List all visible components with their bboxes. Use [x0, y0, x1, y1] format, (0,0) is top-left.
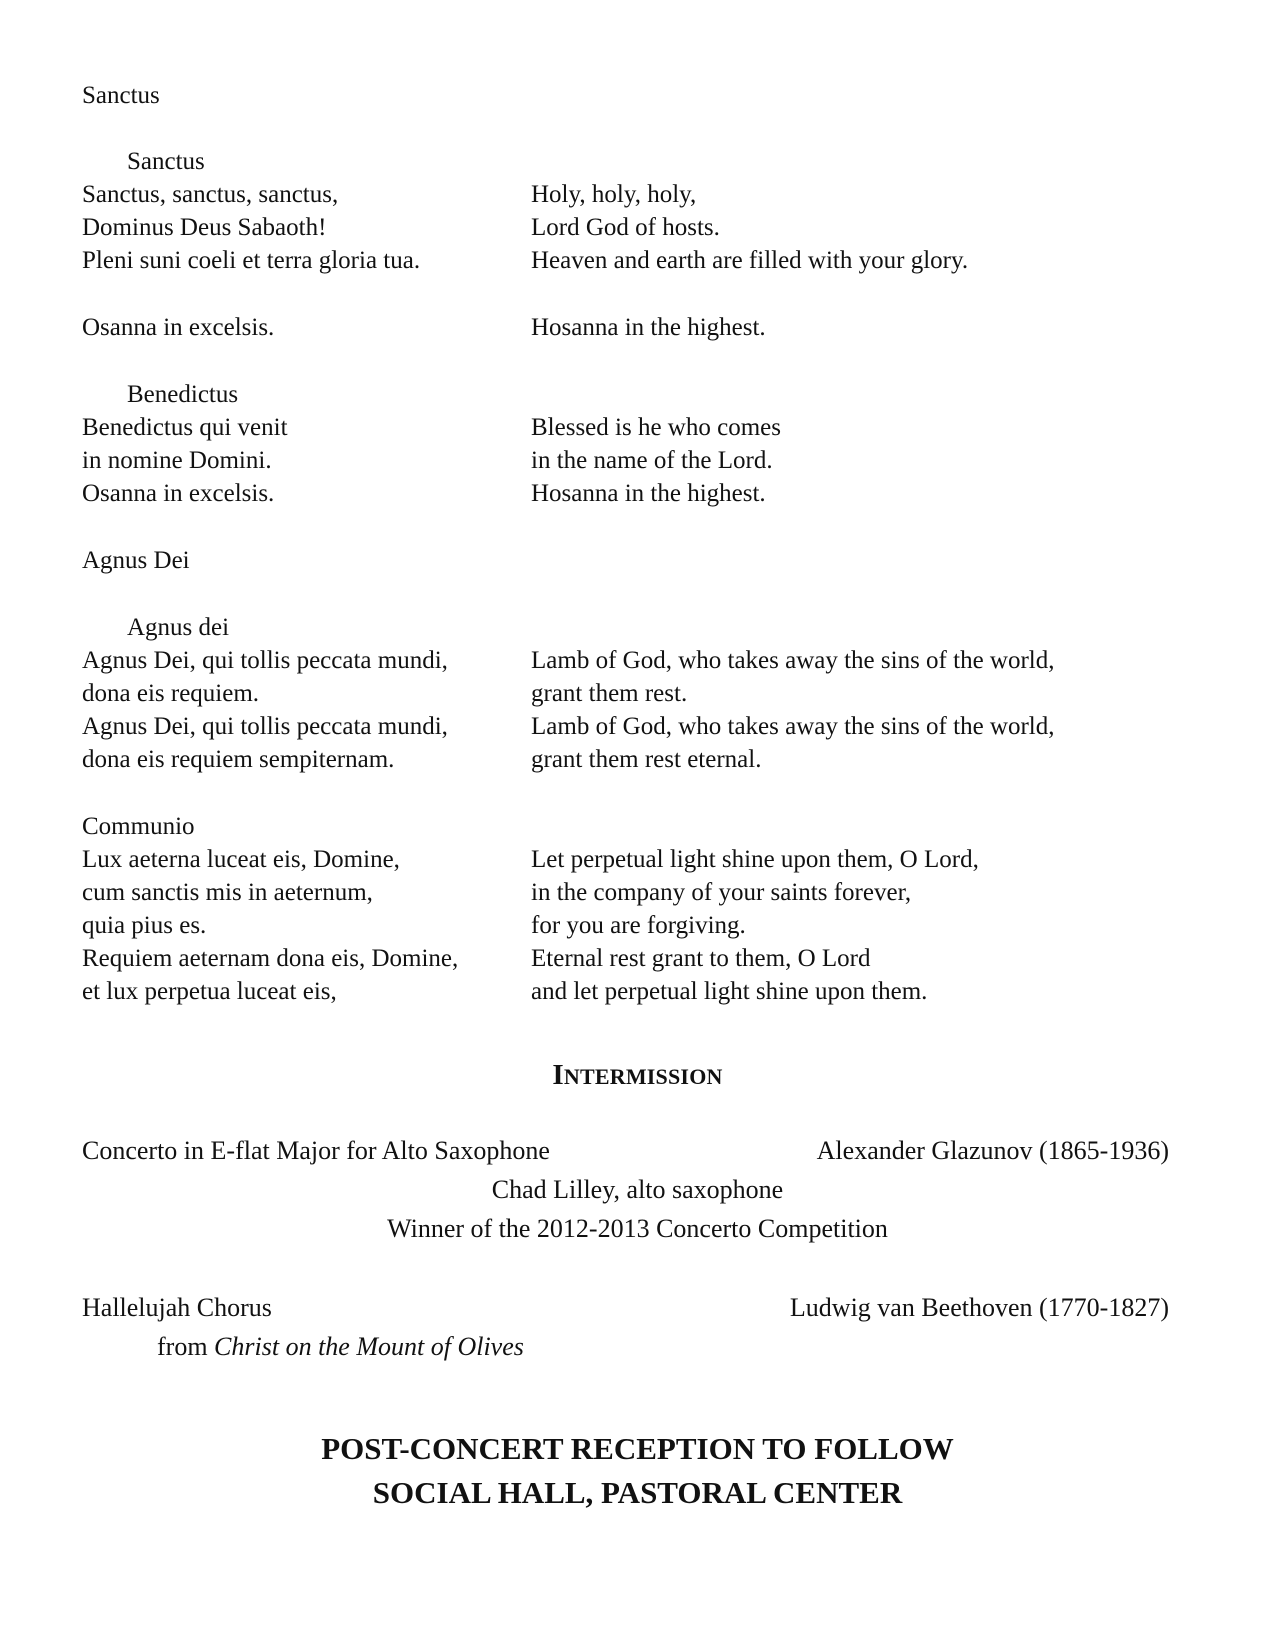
composer: Alexander Glazunov (1865-1936)	[816, 1136, 1169, 1165]
intermission-heading	[0, 1057, 1275, 1095]
work-source	[157, 1329, 524, 1365]
english-line: Blessed is he who comes	[531, 414, 781, 441]
latin-line: et lux perpetua luceat eis,	[82, 978, 337, 1005]
section-heading-communio: Communio	[82, 813, 195, 840]
english-line: Eternal rest grant to them, O Lord	[531, 945, 871, 972]
latin-line: Sanctus, sanctus, sanctus,	[82, 181, 339, 208]
latin-line: Agnus Dei, qui tollis peccata mundi,	[82, 647, 448, 674]
work-title: Concerto in E-flat Major for Alto Saxophone	[82, 1136, 550, 1165]
english-line: in the company of your saints forever,	[531, 879, 912, 906]
latin-line: Pleni suni coeli et terra gloria tua.	[82, 247, 421, 274]
english-line: Let perpetual light shine upon them, O Lord,	[531, 846, 979, 873]
english-line: Hosanna in the highest.	[531, 314, 766, 341]
latin-line: Dominus Deus Sabaoth!	[82, 214, 327, 241]
latin-line: Lux aeterna luceat eis, Domine,	[82, 846, 400, 873]
english-line: Lamb of God, who takes away the sins of the world,	[531, 713, 1055, 740]
english-line: Lord God of hosts.	[531, 214, 720, 241]
latin-line: Benedictus qui venit	[82, 414, 288, 441]
intermission-rest: NTERMISSION	[563, 1064, 723, 1089]
subheading-sanctus: Sanctus	[127, 148, 205, 175]
subheading-benedictus: Benedictus	[127, 381, 239, 408]
english-line: for you are forgiving.	[531, 912, 746, 939]
work-source-title: Christ on the Mount of Olives	[214, 1332, 524, 1361]
english-line: Heaven and earth are filled with your glory.	[531, 247, 969, 274]
latin-line: in nomine Domini.	[82, 447, 272, 474]
composer: Ludwig van Beethoven (1770-1827)	[789, 1293, 1169, 1322]
performer: Chad Lilley, alto saxophone	[491, 1175, 784, 1204]
latin-line: cum sanctis mis in aeternum,	[82, 879, 373, 906]
reception-line-2: SOCIAL HALL, PASTORAL CENTER	[372, 1475, 903, 1510]
work-title: Hallelujah Chorus	[82, 1293, 272, 1322]
section-heading-sanctus: Sanctus	[82, 82, 160, 109]
english-line: Hosanna in the highest.	[531, 480, 766, 507]
english-line: in the name of the Lord.	[531, 447, 773, 474]
english-line: and let perpetual light shine upon them.	[531, 978, 928, 1005]
latin-line: Agnus Dei, qui tollis peccata mundi,	[82, 713, 448, 740]
latin-line: dona eis requiem.	[82, 680, 260, 707]
latin-line: quia pius es.	[82, 912, 207, 939]
work-source-prefix: from	[157, 1332, 215, 1361]
latin-line: Osanna in excelsis.	[82, 314, 275, 341]
english-line: grant them rest eternal.	[531, 746, 762, 773]
latin-line: Requiem aeternam dona eis, Domine,	[82, 945, 459, 972]
reception-line-1: POST-CONCERT RECEPTION TO FOLLOW	[321, 1431, 954, 1466]
english-line: grant them rest.	[531, 680, 688, 707]
latin-line: dona eis requiem sempiternam.	[82, 746, 395, 773]
performer-note: Winner of the 2012-2013 Concerto Competition	[387, 1214, 888, 1243]
latin-line: Osanna in excelsis.	[82, 480, 275, 507]
section-heading-agnus-dei: Agnus Dei	[82, 547, 190, 574]
english-line: Lamb of God, who takes away the sins of the world,	[531, 647, 1055, 674]
english-line: Holy, holy, holy,	[531, 181, 697, 208]
subheading-agnus-dei: Agnus dei	[127, 614, 230, 641]
intermission-initial: I	[552, 1059, 564, 1091]
